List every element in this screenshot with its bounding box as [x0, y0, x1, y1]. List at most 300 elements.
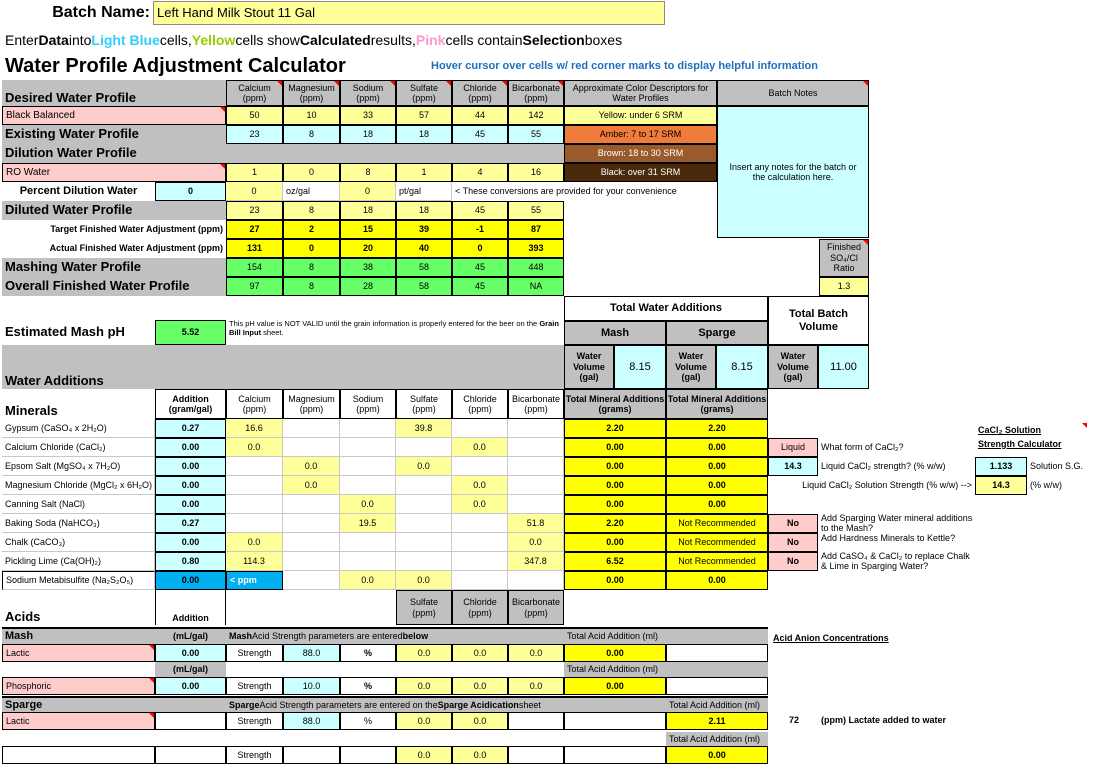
overall-profile-label: Overall Finished Water Profile — [2, 277, 226, 296]
cacl2-strength-label: Liquid CaCl₂ strength? (% w/w) — [821, 461, 946, 472]
color-amber: Amber: 7 to 17 SRM — [564, 125, 717, 144]
mineral-sodium: 19.5 — [340, 514, 396, 533]
ion-name: Magnesium — [288, 393, 335, 404]
ion-unit: (ppm) — [412, 607, 436, 618]
batch-notes-header: Batch Notes — [717, 80, 869, 106]
target-adjustment-label: Target Finished Water Adjustment (ppm) — [50, 224, 223, 235]
mineral-bicarbonate — [508, 457, 564, 476]
mash-water-volume-input[interactable]: 8.15 — [614, 345, 666, 389]
mashing-chloride: 45 — [452, 258, 508, 277]
lactate-value: 72 — [788, 715, 799, 726]
mineral-chloride — [452, 514, 508, 533]
mineral-sulfate: 0.0 — [396, 457, 452, 476]
color-yellow: Yellow: under 6 SRM — [564, 106, 717, 125]
mineral-sodium — [340, 419, 396, 438]
acid-name-select[interactable]: Lactic — [2, 712, 155, 730]
existing-sulfate[interactable]: 18 — [396, 125, 452, 144]
mineral-calcium: < ppm — [226, 571, 283, 590]
acid-mlgal-1: (mL/gal) — [155, 629, 226, 644]
cacl2-solution-unit: (% w/w) — [1030, 480, 1062, 491]
mineral-addition-input[interactable]: 0.00 — [155, 438, 226, 457]
mash-mineral-total: 0.00 — [564, 571, 666, 590]
acid-total-sparge: 0.00 — [666, 746, 768, 764]
mineral-addition-input[interactable]: 0.00 — [155, 476, 226, 495]
sparge-mineral-total: 0.00 — [666, 476, 768, 495]
ion-header-calcium — [226, 80, 283, 106]
diluted-sulfate: 18 — [396, 201, 452, 220]
instructions-text: Enter Data into Light Blue cells, Yellow cells show Calculated results, Pink cells contain Selection boxes — [5, 31, 623, 48]
finished-ratio-label: Finished SO₄/Cl Ratio — [819, 239, 869, 277]
existing-bicarbonate[interactable]: 55 — [508, 125, 564, 144]
acid-name-select[interactable]: Lactic — [2, 644, 155, 662]
acid-percent-label: % — [340, 677, 396, 695]
acid-chloride: 0.0 — [452, 677, 508, 695]
mash-mineral-total: 0.00 — [564, 495, 666, 514]
existing-magnesium[interactable]: 8 — [283, 125, 340, 144]
total-batch-volume-header: Total Batch Volume — [768, 296, 869, 345]
ion-unit: (ppm) — [356, 404, 380, 414]
mineral-ion-header-chloride — [452, 389, 508, 419]
mineral-addition-input[interactable]: 0.80 — [155, 552, 226, 571]
actual-magnesium: 0 — [283, 239, 340, 258]
mineral-calcium — [226, 457, 283, 476]
ion-header-sulfate — [396, 80, 452, 106]
mineral-addition-input[interactable]: 0.00 — [155, 533, 226, 552]
mineral-chloride — [452, 533, 508, 552]
mineral-magnesium — [283, 533, 340, 552]
mineral-sodium: 0.0 — [340, 571, 396, 590]
diluted-chloride: 45 — [452, 201, 508, 220]
question-select[interactable]: No — [768, 552, 818, 571]
overall-magnesium: 8 — [283, 277, 340, 296]
mineral-name: Chalk (CaCO₃) — [2, 533, 155, 552]
ion-header-magnesium — [283, 80, 340, 106]
mineral-magnesium — [283, 495, 340, 514]
mineral-sulfate — [396, 552, 452, 571]
mineral-bicarbonate — [508, 419, 564, 438]
mineral-name: Canning Salt (NaCl) — [2, 495, 155, 514]
mineral-chloride — [452, 419, 508, 438]
acid-sparge-note: Sparge Acid Strength parameters are entered on the Sparge Acidication sheet — [226, 698, 666, 712]
diluted-calcium: 23 — [226, 201, 283, 220]
sparge-mineral-total: Not Recommended — [666, 552, 768, 571]
acid-mash-note: Mash Acid Strength parameters are entered below — [226, 629, 564, 644]
mash-mineral-total: 0.00 — [564, 438, 666, 457]
mineral-bicarbonate — [508, 438, 564, 457]
mineral-addition-input[interactable]: 0.00 — [155, 495, 226, 514]
acid-bicarbonate-empty — [508, 712, 564, 730]
mineral-magnesium — [283, 419, 340, 438]
mineral-name: Baking Soda (NaHCO₃) — [2, 514, 155, 533]
acid-addition-input[interactable]: 0.00 — [155, 677, 226, 695]
acid-addition-input[interactable] — [155, 746, 226, 764]
mineral-name: Gypsum (CaSO₄ x 2H₂O) — [2, 419, 155, 438]
dilution-chloride: 4 — [452, 163, 508, 182]
acid-mash-section-label: Mash — [2, 629, 155, 644]
mineral-name: Epsom Salt (MgSO₄ x 7H₂O) — [2, 457, 155, 476]
mineral-bicarbonate — [508, 495, 564, 514]
overall-sodium: 28 — [340, 277, 396, 296]
mash-ph-note: This pH value is NOT VALID until the grain information is properly entered for the beer on the Grain Bill Input sheet. — [229, 320, 559, 337]
acid-strength-label: Strength — [226, 746, 283, 764]
sparge-mineral-total: Not Recommended — [666, 514, 768, 533]
page-title: Water Profile Adjustment Calculator — [5, 55, 346, 77]
dilution-bicarbonate: 16 — [508, 163, 564, 182]
mineral-ion-header-bicarbonate — [508, 389, 564, 419]
mineral-name: Pickling Lime (Ca(OH)₂) — [2, 552, 155, 571]
mineral-calcium — [226, 514, 283, 533]
minerals-title: Minerals — [5, 403, 58, 419]
mineral-magnesium: 0.0 — [283, 457, 340, 476]
sparge-mineral-total: 0.00 — [666, 457, 768, 476]
ion-name: Chloride — [463, 597, 497, 608]
acid-addition-input[interactable] — [155, 712, 226, 730]
question-select[interactable]: No — [768, 533, 818, 552]
acid-strength-input[interactable]: 10.0 — [283, 677, 340, 695]
ion-header-bicarbonate — [508, 80, 564, 106]
acid-strength-input[interactable]: 88.0 — [283, 644, 340, 662]
mineral-sulfate: 39.8 — [396, 419, 452, 438]
acid-total-sparge: 2.11 — [666, 712, 768, 730]
actual-calcium: 131 — [226, 239, 283, 258]
mineral-name: Magnesium Chloride (MgCl₂ x 6H₂O) — [2, 476, 155, 495]
acid-bicarbonate: 0.0 — [508, 677, 564, 695]
mineral-sulfate — [396, 533, 452, 552]
acid-ion-header-chloride — [452, 590, 508, 625]
acid-sulfate: 0.0 — [396, 712, 452, 730]
diluted-profile-label: Diluted Water Profile — [2, 201, 226, 220]
sparge-mineral-total: 0.00 — [666, 495, 768, 514]
mashing-profile-label: Mashing Water Profile — [2, 258, 226, 277]
desired-calcium: 50 — [226, 106, 283, 125]
mash-mineral-total: 0.00 — [564, 476, 666, 495]
conversion-note: < These conversions are provided for your convenience — [455, 186, 677, 197]
cacl2-form-select[interactable]: Liquid — [768, 438, 818, 457]
acid-sulfate: 0.0 — [396, 677, 452, 695]
ion-unit: (ppm) — [524, 404, 548, 414]
dilution-profile-select[interactable]: RO Water — [2, 163, 226, 182]
percent-dilution-label: Percent Dilution Water — [19, 185, 138, 198]
ion-header-chloride — [452, 80, 508, 106]
diluted-bicarbonate: 55 — [508, 201, 564, 220]
mineral-sodium — [340, 533, 396, 552]
mineral-sulfate — [396, 495, 452, 514]
overall-calcium: 97 — [226, 277, 283, 296]
acid-strength-label: Strength — [226, 677, 283, 695]
ion-unit: (ppm) — [412, 93, 436, 103]
finished-ratio-value: 1.3 — [819, 277, 869, 296]
sparge-water-volume-input[interactable]: 8.15 — [716, 345, 768, 389]
acid-total-label-1: Total Acid Addition (ml) — [564, 629, 768, 644]
batch-name-input[interactable]: Left Hand Milk Stout 11 Gal — [153, 1, 665, 25]
target-magnesium: 2 — [283, 220, 340, 239]
target-sodium: 15 — [340, 220, 396, 239]
acid-total-label-4: Total Acid Addition (ml) — [666, 732, 768, 746]
ion-name: Sulfate — [409, 597, 439, 608]
mashing-sulfate: 58 — [396, 258, 452, 277]
dilution-sodium: 8 — [340, 163, 396, 182]
desired-bicarbonate: 142 — [508, 106, 564, 125]
mash-mineral-total: 2.20 — [564, 514, 666, 533]
ion-unit: (ppm) — [299, 404, 324, 414]
mineral-addition-header: Addition (gram/gal) — [155, 389, 226, 419]
mineral-magnesium — [283, 438, 340, 457]
acid-chloride: 0.0 — [452, 644, 508, 662]
cacl2-solution-label: Liquid CaCl₂ Solution Strength (% w/w) --> — [802, 480, 972, 491]
mineral-sodium — [340, 457, 396, 476]
mineral-ion-header-calcium — [226, 389, 283, 419]
acid-total-empty — [666, 644, 768, 662]
overall-chloride: 45 — [452, 277, 508, 296]
diluted-sodium: 18 — [340, 201, 396, 220]
acid-name-select[interactable] — [2, 746, 155, 764]
acid-mlgal-2: (mL/gal) — [155, 662, 226, 677]
existing-calcium[interactable]: 23 — [226, 125, 283, 144]
ion-name: Sulfate — [409, 393, 439, 404]
sparge-mineral-total: 0.00 — [666, 438, 768, 457]
ion-header-sodium — [340, 80, 396, 106]
mineral-calcium: 0.0 — [226, 438, 283, 457]
mineral-chloride — [452, 457, 508, 476]
ion-unit: (ppm) — [242, 93, 267, 103]
mineral-sulfate — [396, 438, 452, 457]
desired-profile-label: Desired Water Profile — [2, 80, 226, 106]
dilution-ca-ozgal: 0 — [226, 182, 283, 201]
mineral-sodium — [340, 552, 396, 571]
acid-total-label-2: Total Acid Addition (ml) — [564, 662, 768, 677]
acid-anion-title: Acid Anion Concentrations — [773, 632, 889, 643]
ion-unit: (ppm) — [468, 607, 492, 618]
ion-name: Chloride — [463, 82, 497, 93]
mineral-calcium — [226, 476, 283, 495]
acid-sulfate: 0.0 — [396, 746, 452, 764]
acid-strength-label: Strength — [226, 644, 283, 662]
mineral-chloride: 0.0 — [452, 438, 508, 457]
ion-name: Sodium — [352, 393, 384, 404]
acid-strength-label: Strength — [226, 712, 283, 730]
ion-name: Calcium — [238, 82, 271, 93]
mineral-magnesium: 0.0 — [283, 476, 340, 495]
percent-dilution-input[interactable]: 0 — [155, 182, 226, 201]
desired-sulfate: 57 — [396, 106, 452, 125]
batch-water-volume-label: Water Volume (gal) — [768, 345, 818, 389]
mineral-magnesium — [283, 552, 340, 571]
dilution-sulfate: 1 — [396, 163, 452, 182]
mineral-chloride: 0.0 — [452, 495, 508, 514]
sparge-water-volume-label: Water Volume (gal) — [666, 345, 716, 389]
acid-addition-input[interactable]: 0.00 — [155, 644, 226, 662]
mash-mineral-total: 0.00 — [564, 457, 666, 476]
ion-name: Bicarbonate — [511, 393, 561, 404]
question-text: Add CaSO₄ & CaCl₂ to replace Chalk & Lime in Sparging Water? — [821, 551, 970, 572]
ion-unit: (ppm) — [524, 93, 548, 103]
mashing-sodium: 38 — [340, 258, 396, 277]
target-calcium: 27 — [226, 220, 283, 239]
cacl2-calc-title-2: Strength Calculator — [978, 438, 1062, 449]
ion-name: Magnesium — [288, 82, 335, 93]
mineral-bicarbonate — [508, 476, 564, 495]
cacl2-form-label: What form of CaCl₂? — [821, 442, 904, 453]
mineral-magnesium — [283, 571, 340, 590]
mineral-chloride — [452, 552, 508, 571]
water-additions-label: Water Additions — [2, 345, 564, 389]
mineral-bicarbonate — [508, 571, 564, 590]
ion-unit: (ppm) — [468, 93, 492, 103]
batch-name-label: Batch Name: — [52, 3, 150, 21]
mineral-addition-input[interactable]: 0.27 — [155, 419, 226, 438]
mineral-bicarbonate: 51.8 — [508, 514, 564, 533]
color-brown: Brown: 18 to 30 SRM — [564, 144, 717, 163]
acid-total-empty — [564, 712, 666, 730]
cacl2-solution-value: 14.3 — [975, 476, 1027, 495]
acid-ion-header-sulfate — [396, 590, 452, 625]
acid-percent-label: % — [340, 644, 396, 662]
cacl2-sg-input[interactable]: 1.133 — [975, 457, 1027, 476]
acid-sparge-section-label: Sparge — [2, 698, 226, 712]
question-select[interactable]: No — [768, 514, 818, 533]
mash-mineral-total: 2.20 — [564, 419, 666, 438]
ion-unit: (ppm) — [524, 607, 548, 618]
mineral-ion-header-sodium — [340, 389, 396, 419]
mineral-addition-input[interactable]: 0.27 — [155, 514, 226, 533]
sparge-mineral-total: Not Recommended — [666, 533, 768, 552]
target-sulfate: 39 — [396, 220, 452, 239]
acid-strength-empty — [283, 746, 340, 764]
mineral-calcium: 0.0 — [226, 533, 283, 552]
ion-unit: (ppm) — [299, 93, 324, 103]
mineral-magnesium — [283, 514, 340, 533]
sparge-mineral-total: 0.00 — [666, 571, 768, 590]
ion-name: Calcium — [238, 393, 271, 404]
acid-total-mash: 0.00 — [564, 644, 666, 662]
target-bicarbonate: 87 — [508, 220, 564, 239]
mash-header: Mash — [564, 321, 666, 345]
mineral-calcium — [226, 495, 283, 514]
mash-ph-label: Estimated Mash pH — [5, 324, 125, 340]
lactate-label: (ppm) Lactate added to water — [821, 715, 947, 726]
acid-bicarbonate: 0.0 — [508, 644, 564, 662]
mineral-bicarbonate: 0.0 — [508, 533, 564, 552]
mineral-ion-header-magnesium — [283, 389, 340, 419]
existing-sodium[interactable]: 18 — [340, 125, 396, 144]
actual-adjustment-label: Actual Finished Water Adjustment (ppm) — [49, 243, 223, 254]
mineral-chloride — [452, 571, 508, 590]
mash-mineral-total: 0.00 — [564, 533, 666, 552]
overall-sulfate: 58 — [396, 277, 452, 296]
mineral-chloride: 0.0 — [452, 476, 508, 495]
ion-name: Bicarbonate — [511, 597, 561, 608]
target-chloride: -1 — [452, 220, 508, 239]
acid-name-select[interactable]: Phosphoric — [2, 677, 155, 695]
actual-sulfate: 40 — [396, 239, 452, 258]
mineral-sulfate — [396, 476, 452, 495]
acid-total-empty — [666, 677, 768, 695]
total-water-additions-header: Total Water Additions — [564, 296, 768, 321]
acid-sulfate: 0.0 — [396, 644, 452, 662]
acid-percent-label: % — [340, 712, 396, 730]
mineral-sodium — [340, 476, 396, 495]
desired-magnesium: 10 — [283, 106, 340, 125]
acid-addition-header: Addition — [155, 590, 226, 625]
actual-chloride: 0 — [452, 239, 508, 258]
ozgal-label: oz/gal — [283, 182, 340, 201]
cacl2-sg-label: Solution S.G. — [1030, 461, 1084, 472]
actual-sodium: 20 — [340, 239, 396, 258]
acid-percent-empty — [340, 746, 396, 764]
dilution-magnesium: 0 — [283, 163, 340, 182]
question-text: Add Sparging Water mineral additions to the Mash? — [821, 513, 973, 534]
sparge-header: Sparge — [666, 321, 768, 345]
mineral-bicarbonate: 347.8 — [508, 552, 564, 571]
mash-mineral-total: 6.52 — [564, 552, 666, 571]
mineral-sulfate: 0.0 — [396, 571, 452, 590]
desired-profile-select[interactable]: Black Balanced — [2, 106, 226, 125]
mineral-addition-input[interactable]: 0.00 — [155, 571, 226, 590]
color-descriptors-header: Approximate Color Descriptors for Water Profiles — [564, 80, 717, 106]
color-black: Black: over 31 SRM — [564, 163, 717, 182]
mashing-bicarbonate: 448 — [508, 258, 564, 277]
mineral-ion-header-sulfate — [396, 389, 452, 419]
mashing-magnesium: 8 — [283, 258, 340, 277]
batch-water-volume-input[interactable]: 11.00 — [818, 345, 869, 389]
desired-sodium: 33 — [340, 106, 396, 125]
mineral-sodium: 0.0 — [340, 495, 396, 514]
existing-chloride[interactable]: 45 — [452, 125, 508, 144]
mineral-calcium: 114.3 — [226, 552, 283, 571]
acid-strength-input[interactable]: 88.0 — [283, 712, 340, 730]
existing-profile-label: Existing Water Profile — [2, 125, 226, 144]
desired-chloride: 44 — [452, 106, 508, 125]
acids-title: Acids — [5, 609, 41, 625]
ion-unit: (ppm) — [242, 404, 267, 414]
mineral-calcium: 16.6 — [226, 419, 283, 438]
mineral-sulfate — [396, 514, 452, 533]
acid-total-mash: 0.00 — [564, 677, 666, 695]
hover-tip: Hover cursor over cells w/ red corner marks to display helpful information — [431, 59, 818, 72]
sparge-mineral-total-header: Total Mineral Additions (grams) — [666, 389, 768, 419]
ion-unit: (ppm) — [356, 93, 380, 103]
question-text: Add Hardness Minerals to Kettle? — [821, 533, 956, 543]
acid-total-label-3: Total Acid Addition (ml) — [666, 698, 768, 712]
batch-notes-input[interactable]: Insert any notes for the batch or the calculation here. — [717, 106, 869, 238]
overall-bicarbonate: NA — [508, 277, 564, 296]
mashing-calcium: 154 — [226, 258, 283, 277]
actual-bicarbonate: 393 — [508, 239, 564, 258]
mash-mineral-total-header: Total Mineral Additions (grams) — [564, 389, 666, 419]
mash-water-volume-label: Water Volume (gal) — [564, 345, 614, 389]
mash-ph-value: 5.52 — [155, 320, 226, 345]
acid-chloride: 0.0 — [452, 712, 508, 730]
mineral-name: Calcium Chloride (CaCl₂) — [2, 438, 155, 457]
mineral-addition-input[interactable]: 0.00 — [155, 457, 226, 476]
acid-bicarbonate-empty — [508, 746, 564, 764]
dilution-profile-label: Dilution Water Profile — [2, 144, 564, 163]
diluted-magnesium: 8 — [283, 201, 340, 220]
ptgal-label: pt/gal — [396, 182, 452, 201]
cacl2-strength-input[interactable]: 14.3 — [768, 457, 818, 476]
sparge-mineral-total: 2.20 — [666, 419, 768, 438]
mineral-name: Sodium Metabisulfite (Na₂S₂O₅) — [2, 571, 155, 590]
acid-ion-header-bicarbonate — [508, 590, 564, 625]
acid-total-empty — [564, 746, 666, 764]
ion-name: Sodium — [352, 82, 384, 93]
acid-chloride: 0.0 — [452, 746, 508, 764]
ion-unit: (ppm) — [412, 404, 436, 414]
cacl2-calc-title-1: CaCl₂ Solution — [975, 423, 1087, 437]
dilution-na-ptgal: 0 — [340, 182, 396, 201]
ion-name: Bicarbonate — [511, 82, 561, 93]
dilution-calcium: 1 — [226, 163, 283, 182]
